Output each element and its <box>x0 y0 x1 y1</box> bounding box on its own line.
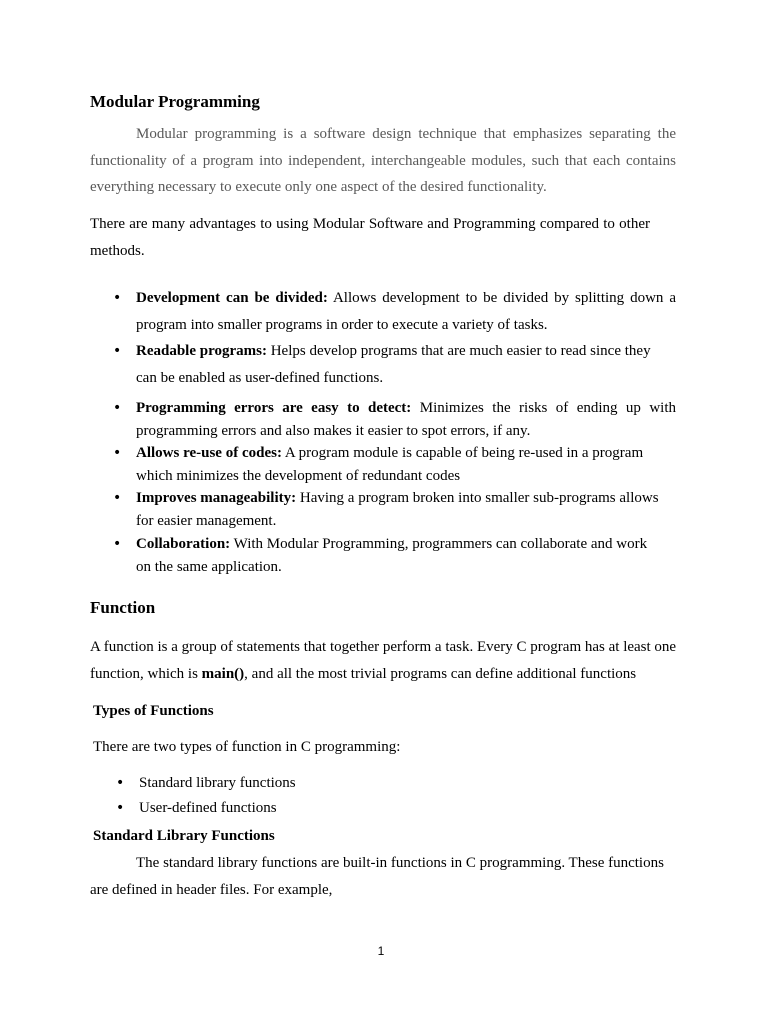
function-text-after: , and all the most trivial programs can define additional functions <box>244 666 637 682</box>
list-item <box>116 775 679 792</box>
list-item-text: User-defined functions <box>139 800 277 816</box>
section-heading-function: Function <box>90 598 156 617</box>
stdlib-paragraph: The standard library functions are built-in functions in C programming. These functions are defined in header files. For example, <box>90 855 664 898</box>
list-item-text: Standard library functions <box>139 775 296 791</box>
bullet-text: Helps develop programs that are much easier to read since they can be enabled as user-defined functions. <box>136 343 651 386</box>
bullet-icon: • <box>116 775 125 791</box>
bullet-term: Collaboration: <box>136 536 231 552</box>
subheading-standard-library-functions: Standard Library Functions <box>93 828 275 844</box>
bullet-icon: • <box>113 536 122 552</box>
types-intro-paragraph: There are two types of function in C programming: <box>93 739 401 755</box>
bullet-icon: • <box>113 290 122 306</box>
bullet-icon: • <box>113 343 122 359</box>
bullet-text: Minimizes the risks of ending up with programming errors and also makes it easier to spot errors, if any. <box>136 400 677 439</box>
section-heading-modular-programming: Modular Programming <box>90 92 260 111</box>
list-item <box>113 397 677 443</box>
list-item <box>116 800 679 817</box>
bullet-text: Allows development to be divided by splitting down a program into smaller programs in order to execute a variety of tasks. <box>136 290 676 333</box>
list-item <box>113 338 661 391</box>
bullet-text: With Modular Programming, programmers can collaborate and work on the same application. <box>136 536 648 575</box>
bullet-text: Having a program broken into smaller sub-programs allows for easier management. <box>136 490 659 529</box>
bullet-icon: • <box>113 490 122 506</box>
bullet-icon: • <box>113 400 122 416</box>
bullet-term: Improves manageability: <box>136 490 297 506</box>
bullet-text: A program module is capable of being re-used in a program which minimizes the development of redundant codes <box>136 445 644 484</box>
bullet-term: Allows re-use of codes: <box>136 445 282 461</box>
page-number: 1 <box>377 944 385 958</box>
function-paragraph <box>90 634 685 688</box>
list-item <box>113 285 676 338</box>
list-item <box>113 487 666 533</box>
main-function-name: main() <box>201 666 245 682</box>
list-item <box>113 442 656 488</box>
bullet-term: Development can be divided: <box>136 290 328 306</box>
bullet-icon: • <box>113 445 122 461</box>
bullet-icon: • <box>116 800 125 816</box>
intro-paragraph: Modular programming is a software design technique that emphasizes separating the functionality of a program into independent, interchangeable modules, such that each contains everything necessary to execute only one aspect of the desired functionality. <box>90 126 676 195</box>
bullet-term: Programming errors are easy to detect: <box>136 400 412 416</box>
function-text-before: A function is a group of statements that together perform a task. Every C program has at least one function, which is <box>90 639 677 682</box>
advantages-intro-paragraph: There are many advantages to using Modular Software and Programming compared to other methods. <box>90 216 650 259</box>
subheading-types-of-functions: Types of Functions <box>93 703 214 719</box>
bullet-term: Readable programs: <box>136 343 267 359</box>
list-item <box>113 533 656 579</box>
